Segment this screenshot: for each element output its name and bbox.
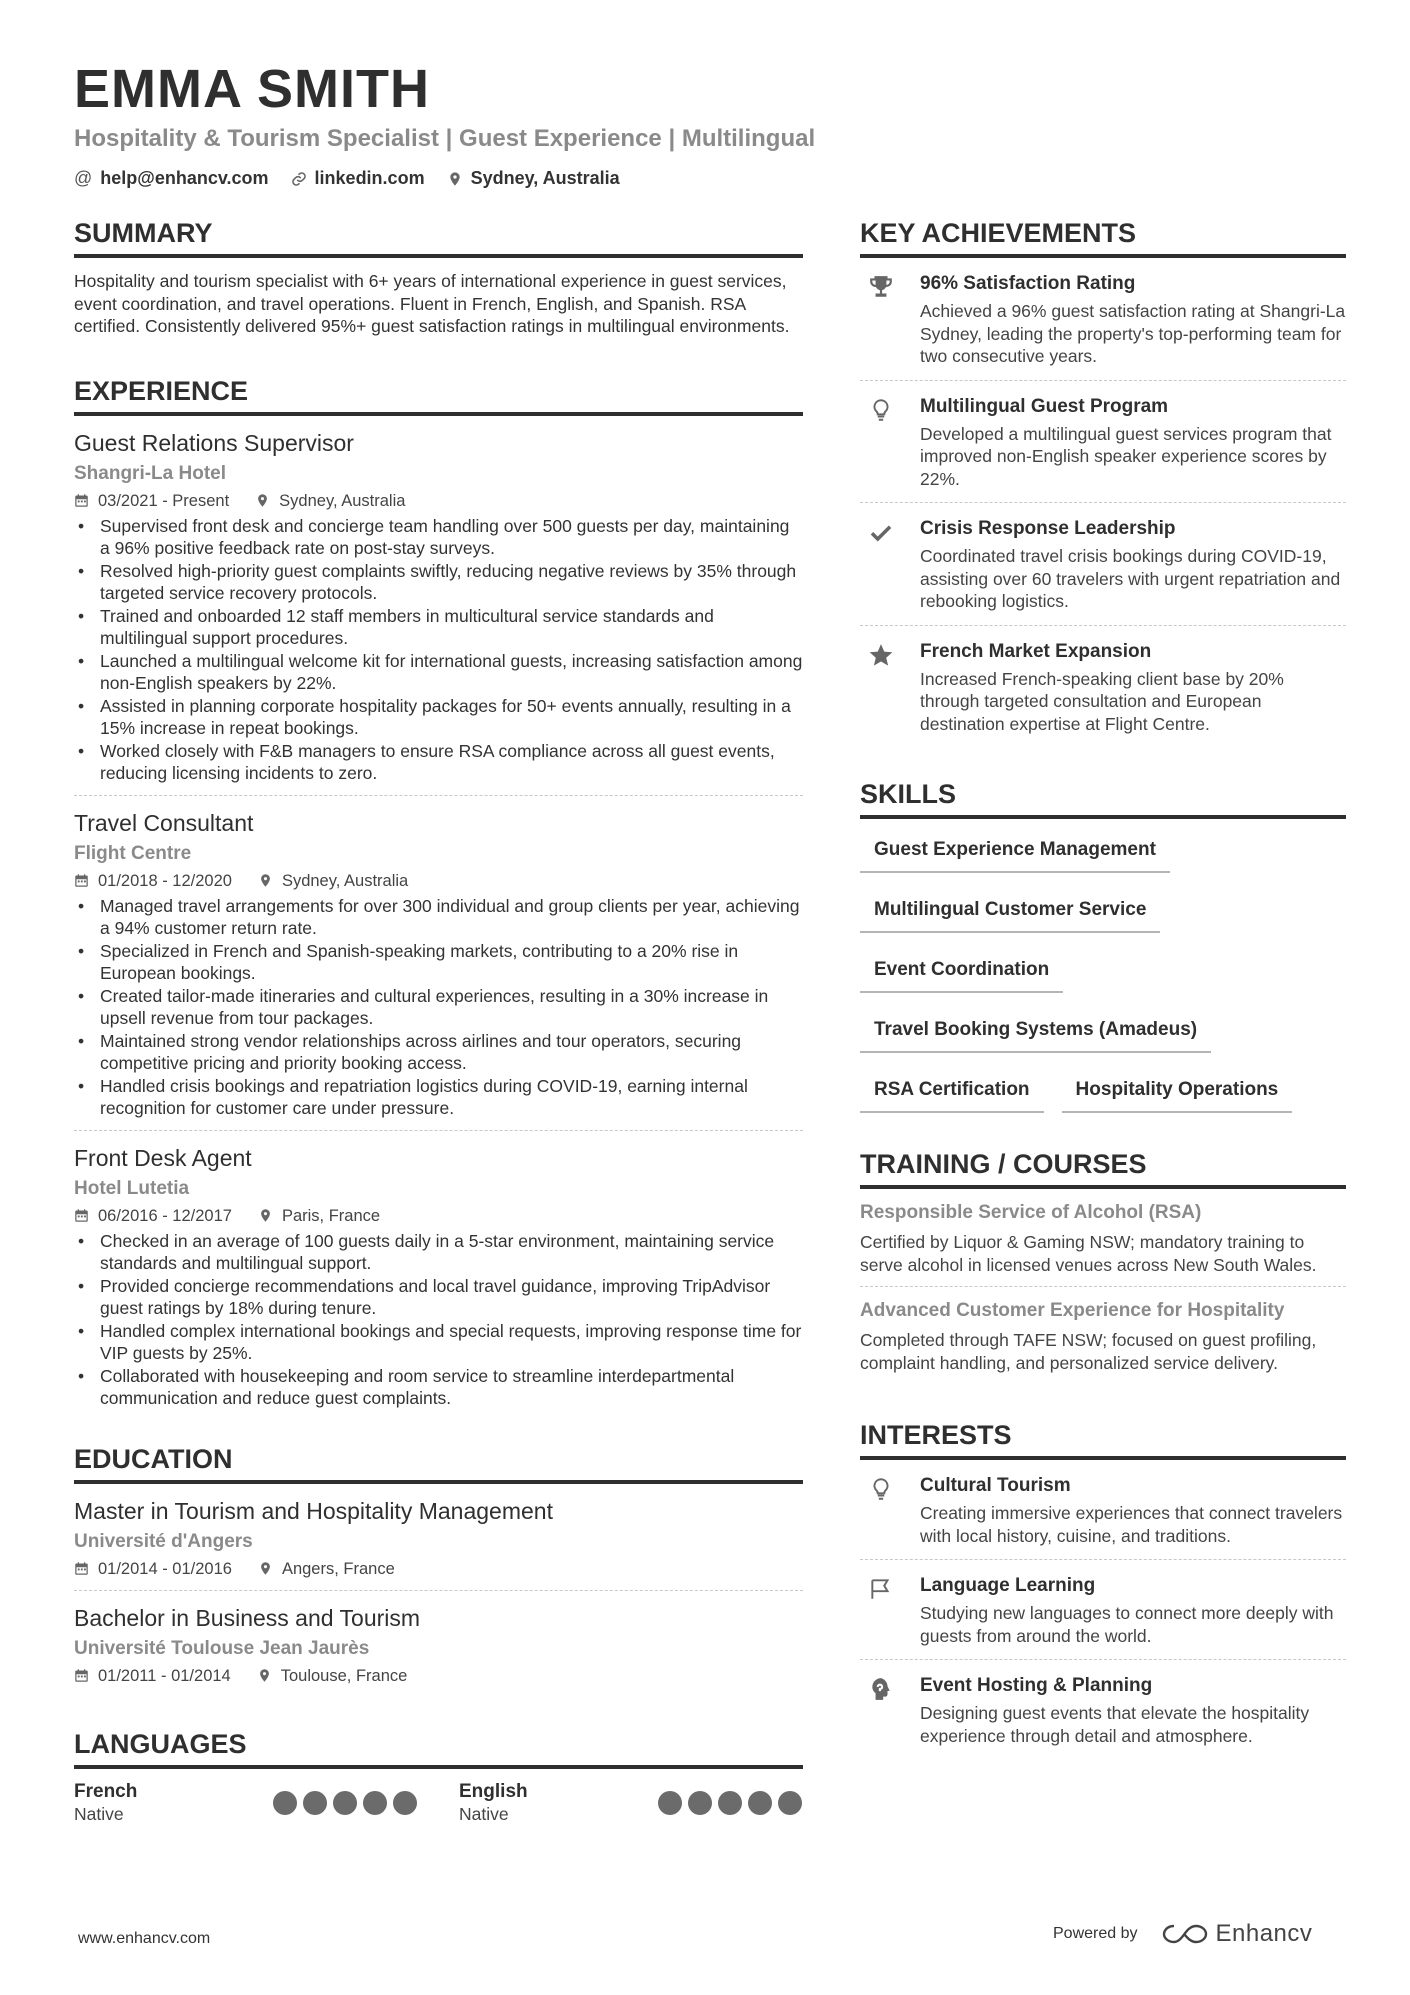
skill-tag: Multilingual Customer Service bbox=[860, 885, 1160, 933]
education-item bbox=[74, 1484, 803, 1591]
bullet-item: • Managed travel arrangements for over 300 individual and group clients per year, achieving a 94% customer return rate. bbox=[74, 895, 803, 940]
languages-heading: LANGUAGES bbox=[74, 1727, 803, 1769]
interests-list bbox=[860, 1460, 1346, 1759]
footer-branding bbox=[1053, 1920, 1312, 1948]
skills-list bbox=[860, 819, 1346, 1125]
interest-item bbox=[860, 1460, 1346, 1560]
proficiency-dot bbox=[778, 1791, 802, 1815]
location bbox=[255, 490, 405, 512]
resume-header bbox=[74, 58, 1344, 189]
training-section bbox=[860, 1147, 1346, 1384]
candidate-subtitle: Hospitality & Tourism Specialist | Guest Experience | Multilingual bbox=[74, 125, 816, 152]
interest-item bbox=[860, 1560, 1346, 1660]
school-name: Université Toulouse Jean Jaurès bbox=[74, 1637, 370, 1659]
bullet-list bbox=[74, 1230, 803, 1410]
course-item bbox=[860, 1189, 1346, 1287]
meta-row bbox=[74, 1205, 803, 1227]
bullet-item: • Handled crisis bookings and repatriation logistics during COVID-19, earning internal recognition for customer care under pressure. bbox=[74, 1075, 803, 1120]
proficiency-dot bbox=[688, 1791, 712, 1815]
meta-row bbox=[74, 490, 803, 512]
language-level: Native bbox=[74, 1803, 124, 1824]
achievements-section bbox=[860, 216, 1346, 747]
languages-list bbox=[74, 1781, 803, 1825]
proficiency-dot bbox=[748, 1791, 772, 1815]
bullet-item: • Trained and onboarded 12 staff members in multicultural service standards and multilingual support procedures. bbox=[74, 605, 803, 650]
date-range bbox=[74, 1665, 231, 1687]
proficiency-dot bbox=[273, 1791, 297, 1815]
skill-tag: Guest Experience Management bbox=[860, 825, 1170, 873]
job-title: Front Desk Agent bbox=[74, 1144, 252, 1171]
degree-title: Bachelor in Business and Tourism bbox=[74, 1604, 421, 1631]
star-icon bbox=[860, 640, 902, 736]
lightbulb-icon bbox=[860, 395, 902, 491]
item-body bbox=[920, 1674, 1346, 1747]
meta-row bbox=[74, 1665, 803, 1687]
date-text: 06/2016 - 12/2017 bbox=[98, 1206, 232, 1225]
powered-by-text: Powered by bbox=[1053, 1925, 1138, 1942]
achievement-item bbox=[860, 503, 1346, 626]
bullet-item: • Worked closely with F&B managers to ensure RSA compliance across all guest events, reducing licensing incidents to zero. bbox=[74, 740, 803, 785]
school-name: Université d'Angers bbox=[74, 1530, 253, 1552]
bullet-item: • Maintained strong vendor relationships across airlines and tour operators, securing competitive pricing and priority booking access. bbox=[74, 1030, 803, 1075]
calendar-icon bbox=[74, 873, 89, 888]
proficiency-dot bbox=[393, 1791, 417, 1815]
proficiency-dot bbox=[303, 1791, 327, 1815]
summary-section bbox=[74, 216, 803, 338]
proficiency-dot bbox=[658, 1791, 682, 1815]
languages-section bbox=[74, 1727, 803, 1825]
date-range bbox=[74, 1558, 232, 1580]
bullet-item: • Handled complex international bookings and special requests, improving response time for VIP guests by 25%. bbox=[74, 1320, 803, 1365]
date-range bbox=[74, 490, 229, 512]
location-text: Paris, France bbox=[281, 1206, 381, 1225]
location-text: Sydney, Australia bbox=[279, 491, 406, 510]
date-text: 03/2021 - Present bbox=[98, 491, 230, 510]
item-description: Achieved a 96% guest satisfaction rating at Shangri-La Sydney, leading the property's top-performing team for two consecutive years. bbox=[920, 301, 1346, 366]
proficiency-dot bbox=[718, 1791, 742, 1815]
item-body bbox=[920, 1474, 1346, 1547]
location bbox=[257, 1665, 408, 1687]
date-range bbox=[74, 1205, 232, 1227]
experience-section bbox=[74, 374, 803, 1420]
course-description: Completed through TAFE NSW; focused on guest profiling, complaint handling, and personalized service delivery. bbox=[860, 1330, 1317, 1373]
item-body bbox=[920, 1574, 1346, 1647]
interest-item bbox=[860, 1660, 1346, 1759]
achievements-heading: KEY ACHIEVEMENTS bbox=[860, 216, 1346, 258]
bullet-list bbox=[74, 895, 803, 1120]
achievement-item bbox=[860, 626, 1346, 748]
item-body bbox=[920, 640, 1346, 736]
item-description: Studying new languages to connect more deeply with guests from around the world. bbox=[920, 1603, 1334, 1646]
job-title: Guest Relations Supervisor bbox=[74, 429, 354, 456]
right-column bbox=[860, 216, 1346, 1785]
job-title: Travel Consultant bbox=[74, 809, 254, 836]
achievement-item bbox=[860, 258, 1346, 381]
at-icon: @ bbox=[74, 168, 93, 188]
training-heading: TRAINING / COURSES bbox=[860, 1147, 1346, 1189]
course-title: Advanced Customer Experience for Hospitality bbox=[860, 1300, 1285, 1321]
location-pin-icon bbox=[258, 1561, 273, 1576]
location bbox=[258, 1558, 395, 1580]
experience-item bbox=[74, 1131, 803, 1420]
experience-item bbox=[74, 796, 803, 1131]
contact-linkedin[interactable] bbox=[291, 168, 425, 189]
flag-icon bbox=[860, 1574, 902, 1647]
bullet-item: • Provided concierge recommendations and local travel guidance, improving TripAdvisor guest ratings by 18% during tenure. bbox=[74, 1275, 803, 1320]
date-text: 01/2018 - 12/2020 bbox=[98, 871, 232, 890]
company-name: Flight Centre bbox=[74, 842, 192, 864]
skill-tag: Travel Booking Systems (Amadeus) bbox=[860, 1005, 1211, 1053]
skill-tag: RSA Certification bbox=[860, 1065, 1044, 1113]
skills-section bbox=[860, 777, 1346, 1125]
location-pin-icon bbox=[258, 1208, 273, 1223]
experience-item bbox=[74, 416, 803, 796]
footer-website[interactable]: www.enhancv.com bbox=[78, 1930, 211, 1947]
language-name: English bbox=[459, 1780, 528, 1802]
meta-row bbox=[74, 870, 803, 892]
location-pin-icon bbox=[258, 873, 273, 888]
linkedin-text: linkedin.com bbox=[314, 168, 425, 188]
location-text: Toulouse, France bbox=[280, 1666, 408, 1685]
date-text: 01/2014 - 01/2016 bbox=[98, 1559, 232, 1578]
contact-email[interactable] bbox=[74, 168, 269, 189]
company-name: Shangri-La Hotel bbox=[74, 462, 227, 484]
course-item bbox=[860, 1287, 1346, 1384]
language-item bbox=[74, 1781, 417, 1825]
item-description: Developed a multilingual guest services program that improved non-English speaker experience scores by 22%. bbox=[920, 423, 1332, 489]
skill-tag: Event Coordination bbox=[860, 945, 1063, 993]
course-description: Certified by Liquor & Gaming NSW; mandatory training to serve alcohol in licensed venues across New South Wales. bbox=[860, 1232, 1317, 1275]
bullet-item: • Specialized in French and Spanish-speaking markets, contributing to a 20% rise in European bookings. bbox=[74, 940, 803, 985]
calendar-icon bbox=[74, 493, 89, 508]
meta-row bbox=[74, 1558, 803, 1580]
item-title: Multilingual Guest Program bbox=[920, 395, 1169, 417]
item-title: 96% Satisfaction Rating bbox=[920, 273, 1136, 294]
language-info bbox=[459, 1781, 528, 1825]
item-body bbox=[920, 395, 1346, 491]
education-item bbox=[74, 1591, 803, 1697]
bullet-item: • Resolved high-priority guest complaints swiftly, reducing negative reviews by 35% through targeted service recovery protocols. bbox=[74, 560, 803, 605]
head-icon bbox=[860, 1674, 902, 1747]
education-list bbox=[74, 1484, 803, 1697]
item-description: Designing guest events that elevate the hospitality experience through detail and atmosphere. bbox=[920, 1703, 1310, 1746]
proficiency-dot bbox=[333, 1791, 357, 1815]
location bbox=[258, 870, 408, 892]
bullet-item: • Created tailor-made itineraries and cultural experiences, resulting in a 30% increase in upsell revenue from tour packages. bbox=[74, 985, 803, 1030]
left-column bbox=[74, 216, 803, 1851]
course-title: Responsible Service of Alcohol (RSA) bbox=[860, 1202, 1202, 1223]
item-description: Coordinated travel crisis bookings during COVID-19, assisting over 60 travelers with urgent repatriation and rebooking logistics. bbox=[920, 546, 1341, 611]
check-icon bbox=[860, 517, 902, 613]
item-body bbox=[920, 272, 1346, 368]
proficiency-dots bbox=[658, 1791, 802, 1815]
skill-tag: Hospitality Operations bbox=[1062, 1065, 1293, 1113]
language-item bbox=[459, 1781, 802, 1825]
item-description: Creating immersive experiences that connect travelers with local history, cuisine, and traditions. bbox=[920, 1503, 1343, 1546]
experience-heading: EXPERIENCE bbox=[74, 374, 803, 416]
skills-heading: SKILLS bbox=[860, 777, 1346, 819]
item-title: Language Learning bbox=[920, 1575, 1096, 1596]
bullet-item: • Launched a multilingual welcome kit for international guests, increasing satisfaction among non-English speakers by 22%. bbox=[74, 650, 803, 695]
interests-heading: INTERESTS bbox=[860, 1418, 1346, 1460]
calendar-icon bbox=[74, 1208, 89, 1223]
item-description: Increased French-speaking client base by 20% through targeted consultation and European destination expertise at Flight Centre. bbox=[920, 668, 1284, 734]
interests-section bbox=[860, 1418, 1346, 1759]
location-text: Sydney, Australia bbox=[281, 871, 409, 890]
brand-name: Enhancv bbox=[1215, 1920, 1313, 1947]
link-icon bbox=[291, 171, 307, 187]
calendar-icon bbox=[74, 1668, 89, 1683]
summary-heading: SUMMARY bbox=[74, 216, 803, 258]
item-title: French Market Expansion bbox=[920, 640, 1152, 662]
proficiency-dot bbox=[363, 1791, 387, 1815]
bullet-item: • Collaborated with housekeeping and room service to streamline interdepartmental communication and reduce guest complaints. bbox=[74, 1365, 803, 1410]
calendar-icon bbox=[74, 1561, 89, 1576]
location-text: Sydney, Australia bbox=[470, 168, 620, 188]
proficiency-dots bbox=[273, 1791, 417, 1815]
language-info bbox=[74, 1781, 137, 1825]
candidate-name: EMMA SMITH bbox=[74, 59, 430, 119]
degree-title: Master in Tourism and Hospitality Management bbox=[74, 1497, 553, 1524]
language-level: Native bbox=[459, 1803, 509, 1824]
experience-list bbox=[74, 416, 803, 1420]
education-heading: EDUCATION bbox=[74, 1442, 803, 1484]
item-title: Cultural Tourism bbox=[920, 1475, 1071, 1496]
location-text: Angers, France bbox=[281, 1559, 395, 1578]
location-pin-icon bbox=[257, 1668, 272, 1683]
lightbulb-icon bbox=[860, 1474, 902, 1547]
item-title: Event Hosting & Planning bbox=[920, 1675, 1153, 1696]
date-range bbox=[74, 870, 232, 892]
achievement-item bbox=[860, 381, 1346, 504]
location bbox=[258, 1205, 380, 1227]
trophy-icon bbox=[860, 272, 902, 368]
language-name: French bbox=[74, 1780, 138, 1802]
education-section bbox=[74, 1442, 803, 1697]
summary-text: Hospitality and tourism specialist with 6+ years of international experience in guest services, event coordination, and travel operations. Fluent in French, English, and Spanish. RSA certified. Consistently delivered 95%+ guest satisfaction ratings in multilingual environments. bbox=[74, 271, 790, 336]
infinity-logo-icon bbox=[1162, 1922, 1208, 1946]
bullet-item: • Assisted in planning corporate hospitality packages for 50+ events annually, resulting in a 15% increase in repeat bookings. bbox=[74, 695, 803, 740]
contact-row bbox=[74, 168, 1344, 189]
bullet-list bbox=[74, 515, 803, 785]
email-text: help@enhancv.com bbox=[100, 168, 269, 188]
location-pin-icon bbox=[255, 493, 270, 508]
achievements-list bbox=[860, 258, 1346, 747]
bullet-item: • Supervised front desk and concierge team handling over 500 guests per day, maintaining a 96% positive feedback rate on post-stay surveys. bbox=[74, 515, 803, 560]
location-pin-icon bbox=[447, 171, 463, 187]
training-list bbox=[860, 1189, 1346, 1384]
company-name: Hotel Lutetia bbox=[74, 1177, 190, 1199]
item-title: Crisis Response Leadership bbox=[920, 518, 1176, 539]
item-body bbox=[920, 517, 1346, 613]
enhancv-logo[interactable] bbox=[1162, 1920, 1313, 1948]
bullet-item: • Checked in an average of 100 guests daily in a 5-star environment, maintaining service standards and multilingual support. bbox=[74, 1230, 803, 1275]
contact-location bbox=[447, 168, 620, 189]
date-text: 01/2011 - 01/2014 bbox=[98, 1666, 231, 1685]
